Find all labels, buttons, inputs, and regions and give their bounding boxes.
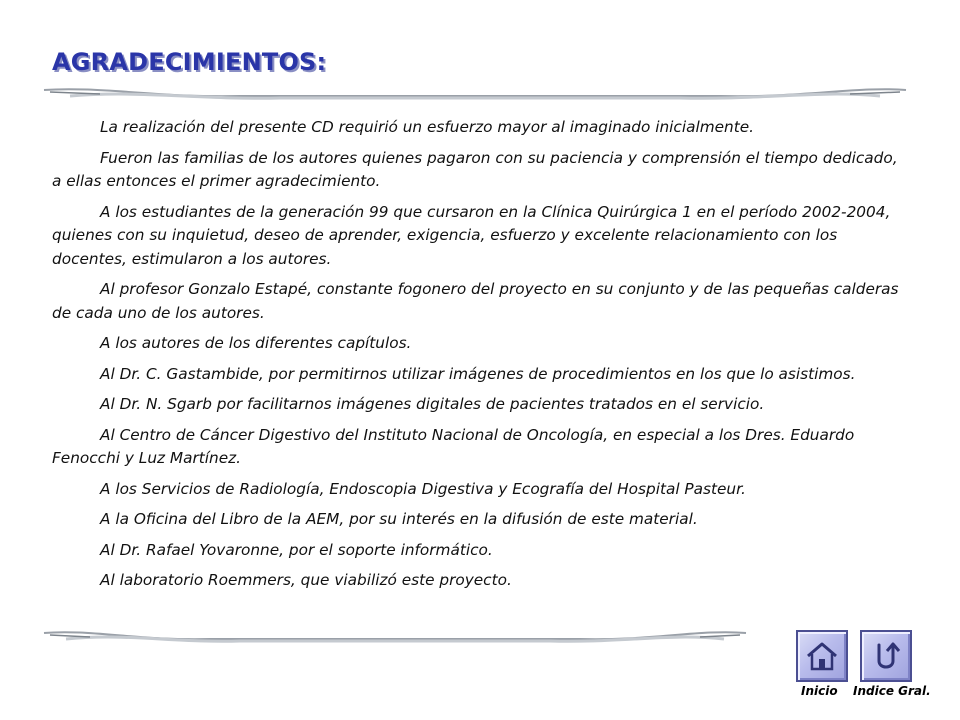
index-button-label[interactable]: Indice Gral. bbox=[853, 684, 931, 698]
paragraph: A los autores de los diferentes capítulos. bbox=[100, 334, 412, 352]
paragraph: Al Dr. Rafael Yovaronne, por el soporte informático. bbox=[100, 540, 493, 559]
paragraph: Al Dr. N. Sgarb por facilitarnos imágenes digitales de pacientes tratados en el servicio. bbox=[100, 395, 765, 413]
paragraph: Al Centro de Cáncer Digestivo del Instituto Nacional de Oncología, en especial a los Dres. Eduardo Fenocchi y Luz Martínez. bbox=[52, 425, 855, 467]
paragraph: Al Dr. C. Gastambide, por permitirnos utilizar imágenes de procedimientos en los que lo asistimos. bbox=[100, 364, 856, 383]
paragraph: A la Oficina del Libro de la AEM, por su interés en la difusión de este material. bbox=[100, 510, 698, 528]
home-icon bbox=[805, 639, 839, 673]
index-button[interactable] bbox=[860, 630, 912, 682]
paragraph: Al laboratorio Roemmers, que viabilizó este proyecto. bbox=[100, 571, 512, 589]
page-title: AGRADECIMIENTOS: bbox=[52, 48, 327, 76]
acknowledgements-text bbox=[52, 116, 910, 600]
paragraph: A los Servicios de Radiología, Endoscopia Digestiva y Ecografía del Hospital Pasteur. bbox=[100, 479, 746, 498]
decorative-divider-bottom bbox=[40, 627, 750, 647]
paragraph: A los estudiantes de la generación 99 que cursaron en la Clínica Quirúrgica 1 en el período 2002-2004, quienes con su inquietud, deseo de aprender, exigencia, esfuerzo y excelente relacionamiento con los docentes, estimularon a los autores. bbox=[52, 202, 891, 268]
home-button[interactable] bbox=[796, 630, 848, 682]
paragraph: La realización del presente CD requirió un esfuerzo mayor al imaginado inicialmente. bbox=[100, 118, 754, 136]
return-arrow-icon bbox=[869, 639, 903, 673]
paragraph: Fueron las familias de los autores quienes pagaron con su paciencia y comprensión el tiempo dedicado, a ellas entonces el primer agradecimiento. bbox=[52, 148, 898, 190]
decorative-divider-top bbox=[40, 84, 910, 104]
paragraph: Al profesor Gonzalo Estapé, constante fogonero del proyecto en su conjunto y de las pequeñas calderas de cada uno de los autores. bbox=[52, 280, 899, 322]
home-button-label[interactable]: Inicio bbox=[801, 684, 838, 698]
